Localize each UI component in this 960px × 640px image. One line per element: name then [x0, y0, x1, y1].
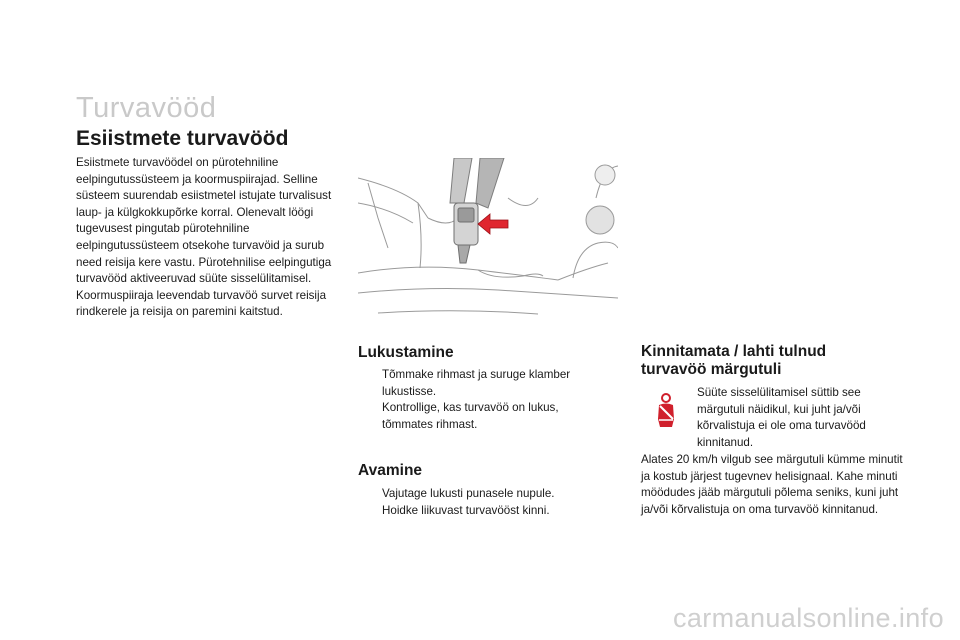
list-item: Hoidke liikuvast turvavööst kinni.: [382, 503, 550, 517]
seatbelt-buckle-illustration: [358, 158, 618, 332]
list-item: Kontrollige, kas turvavöö on lukus, tõmmates rihmast.: [382, 401, 559, 431]
list-item: Tõmmake rihmast ja suruge klamber lukustisse.: [382, 368, 571, 398]
intro-paragraph: Esiistmete turvavöödel on pürotehniline eelpingutussüsteem ja koormuspiirajad. Selline süsteem suurendab esiistmetel istujate turvalisust laup- ja külgkokkupõrke korral. Olenevalt löögi tugevusest pingutab pürotehniline eelpingutussüsteem otsekohe turvavöid ja surub need reisija kere vastu. Pürotehnilise eelpingutiga turvavööd aktiveeruvad süüte sisselülitamisel. Koormuspiiraja leevendab turvavöö survet reisija rindkerele ja reisija on paremini kaitstud.: [76, 156, 332, 319]
warning-light-paragraph: Alates 20 km/h vilgub see märgutuli kümme minutit ja kostub järjest tugevnev helisignaal. Kahe minuti möödudes jääb märgutuli põlema seniks, kuni juht ja/või kõrvalistuja on oma turvavöö kinnitanud.: [641, 453, 903, 516]
section-subtitle: Esiistmete turvavööd: [76, 127, 289, 150]
kinnitamata-heading: Kinnitamata / lahti tulnud turvavöö märgutuli: [641, 343, 827, 378]
avamine-list: [358, 486, 598, 519]
watermark: carmanualsonline.info: [672, 603, 944, 633]
warning-light-text: Süüte sisselülitamisel süttib see märgutuli näidikul, kui juht ja/või kõrvalistuja ei ole oma turvavööd kinnitanud.: [697, 386, 866, 449]
avamine-heading: Avamine: [358, 462, 423, 479]
seatbelt-warning-icon: [655, 393, 677, 429]
list-item: Vajutage lukusti punasele nupule.: [382, 487, 555, 500]
lukustamine-list: [358, 367, 598, 433]
lukustamine-heading: Lukustamine: [358, 344, 454, 361]
page-title: Turvavööd: [76, 92, 217, 124]
